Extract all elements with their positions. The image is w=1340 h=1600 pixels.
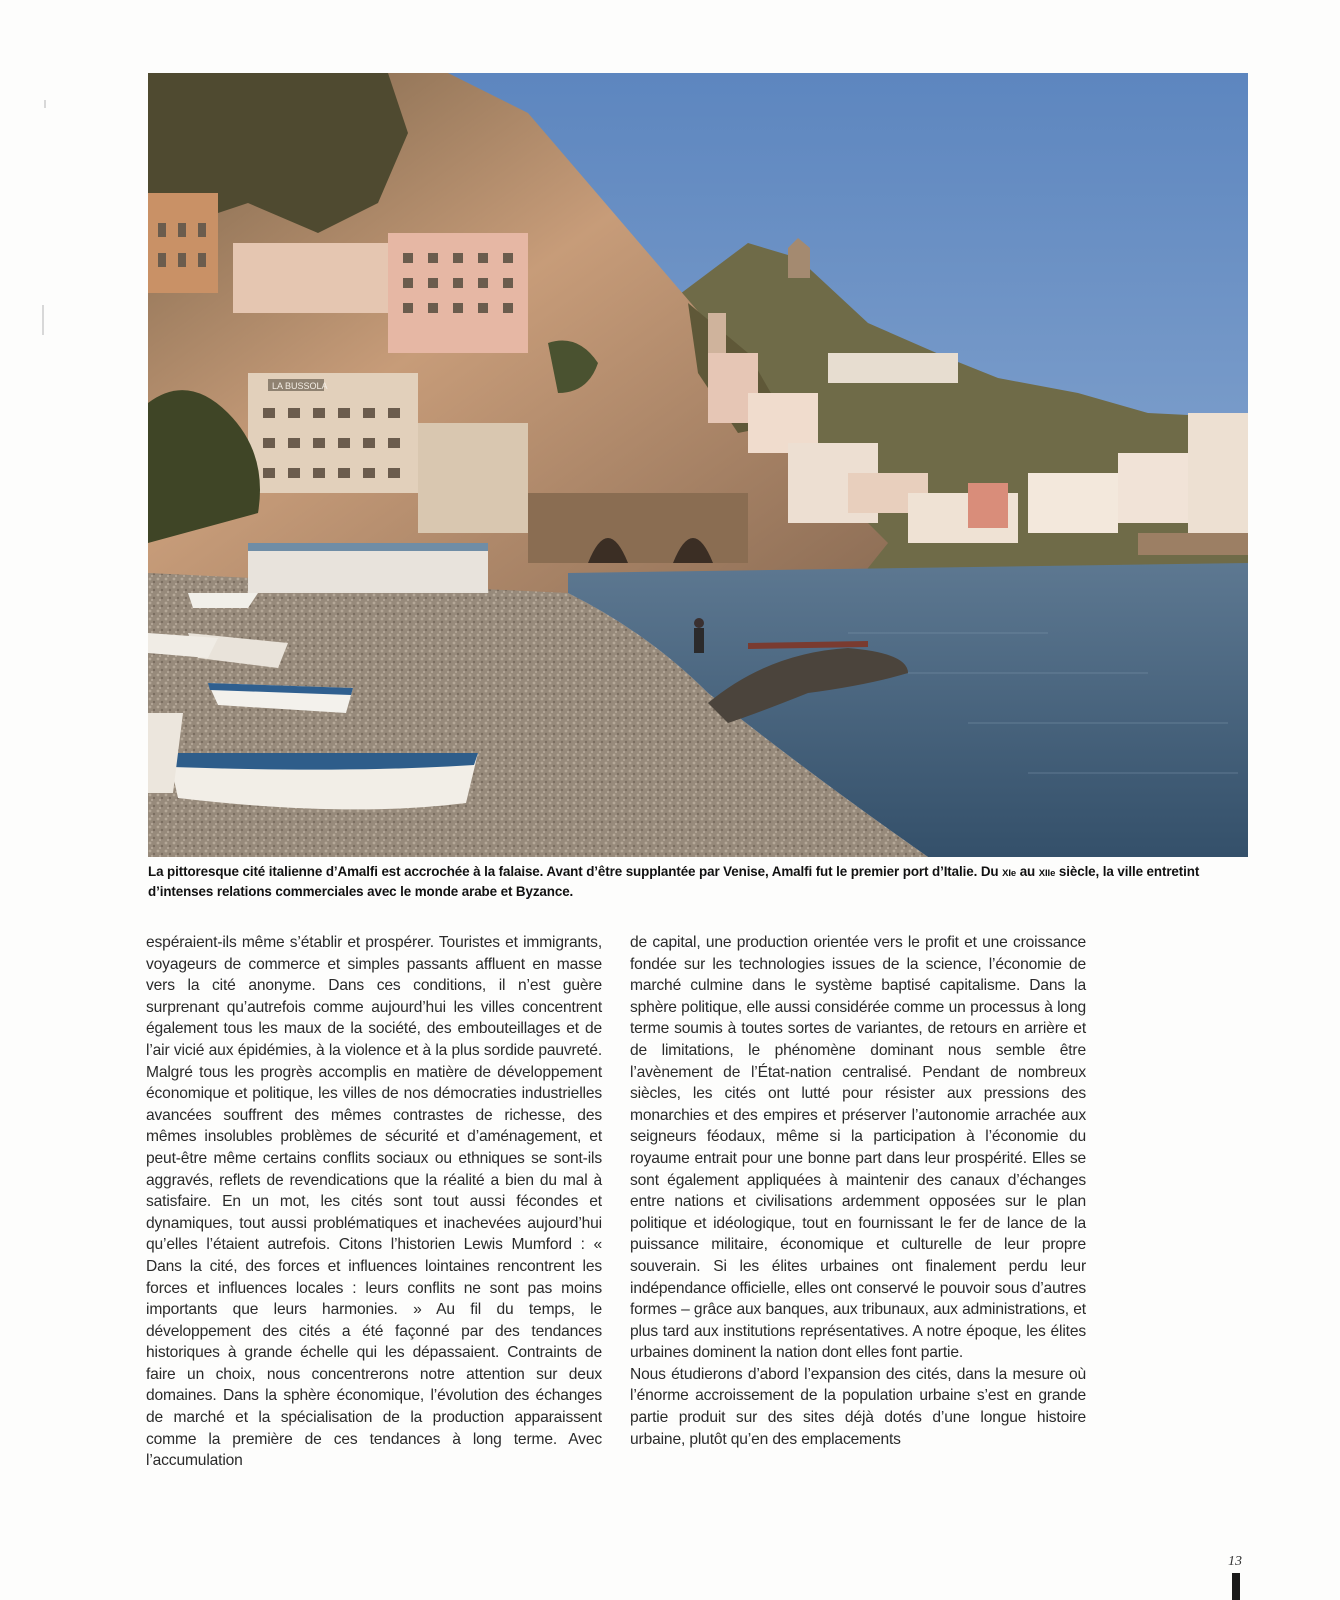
margin-mark [44,100,46,108]
building [418,423,528,533]
viaduct [1138,533,1248,555]
building [233,243,393,313]
text-column-right [630,932,1086,1450]
blue-boat-stripe [168,753,478,770]
person [694,628,704,653]
margin-mark [42,305,44,335]
page-number: 13 [1228,1554,1242,1569]
century-superscript: e [1050,868,1056,879]
amalfi-photo [148,73,1248,857]
pink-hotel [388,233,528,353]
kiosk-roof [248,543,488,551]
century-roman-numeral: XI [1002,868,1011,879]
caption-text: siècle, la ville entretint d’intenses relations commerciales avec le monde arabe et Byzance. [148,864,1200,899]
century-superscript: e [1010,868,1017,879]
amalfi-photo-illustration [148,73,1248,857]
page-number-tab [1232,1573,1240,1600]
text-column-left [146,932,602,1472]
body-paragraph: de capital, une production orientée vers le profit et une croissance fondée sur les technologies issues de la science, l’économie de marché culmine dans le système baptisé capitalisme. Dans la sphère politique, elle aussi considérée comme un processus à long terme soumis à toutes sortes de variantes, de retours en arrière et de limitations, le phénomène dominant nous semble être l’avènement de l’État-nation centralisé. Pendant de nombreux siècles, les cités ont lutté pour résister aux pressions des monarchies et des empires et préserver l’autonomie arrachée aux seigneurs féodaux, même si la participation à l’économie du royaume entrait pour une bonne part dans leur prospérité. Elles se sont également appliquées à maintenir des canaux d’échanges entre nations et civilisations ardemment opposées sur le plan politique et idéologique, tout en fournissant le fer de lance de la puissance militaire, économique et culturelle de leur propre souverain. Si les élites urbaines ont finalement perdu leur indépendance officielle, elles ont conservé le pouvoir sous d’autres formes – grâce aux banques, aux tribunaux, aux administrations, et plus tard aux institutions représentatives. A notre époque, les élites urbaines dominent la nation dont elles font partie. [630,934,1086,1362]
photo-caption [148,863,1248,900]
arcade-wall [528,493,748,563]
body-paragraph: Nous étudierons d’abord l’expansion des cités, dans la mesure où l’énorme accroissement de la population urbaine s’est en grande partie produit sur des sites déjà dotés d’une longue histoire urbaine, plutôt qu’en des emplacements [630,1365,1086,1448]
tower-building [148,193,218,293]
century-roman-numeral: XII [1038,868,1051,879]
person-head [694,618,704,628]
boat [188,593,258,608]
caption-text: au [1016,864,1039,879]
caption-text: La pittoresque cité italienne d’Amalfi est accrochée à la falaise. Avant d’être supplantée par Venise, Amalfi fut le premier port d’Italie. Du [148,864,1003,879]
body-paragraph: espéraient-ils même s’établir et prospérer. Touristes et immigrants, voyageurs de commerce et simples passants affluent en masse vers la cité anonyme. Dans ces conditions, il n’est guère surprenant qu’autrefois comme aujourd’hui les villes concentrent également tous les maux de la société, des embouteillages et de l’air vicié aux épidémies, à la violence et à la plus sordide pauvreté. Malgré tous les progrès accomplis en matière de développement économique et politique, les villes de nos démocraties industrielles avancées souffrent des mêmes contrastes de richesse, des mêmes insolubles problèmes de sécurité et d’aménagement, et peut-être même certains conflits sociaux ou ethniques se sont-ils aggravés, reflets de revendications que la réalité a bien du mal à satisfaire. En un mot, les cités sont tout aussi fécondes et dynamiques, tout aussi problématiques et inachevées aujourd’hui qu’elles l’étaient autrefois. Citons l’historien Lewis Mumford : « Dans la cité, des forces et influences lointaines rencontrent les forces et influences locales : leurs conflits ne sont pas moins importants que leurs harmonies. » Au fil du temps, le développement des cités a été façonné par des tendances historiques à grande échelle qui les dépassaient. Contraints de faire un choix, nous concentrerons notre attention sur deux domaines. Dans la sphère économique, l’évolution des échanges de marché et la spécialisation de la production apparaissent comme la première de ces tendances à long terme. Avec l’accumulation [146,934,602,1470]
hotel-sign: LA BUSSOLA [272,381,328,391]
